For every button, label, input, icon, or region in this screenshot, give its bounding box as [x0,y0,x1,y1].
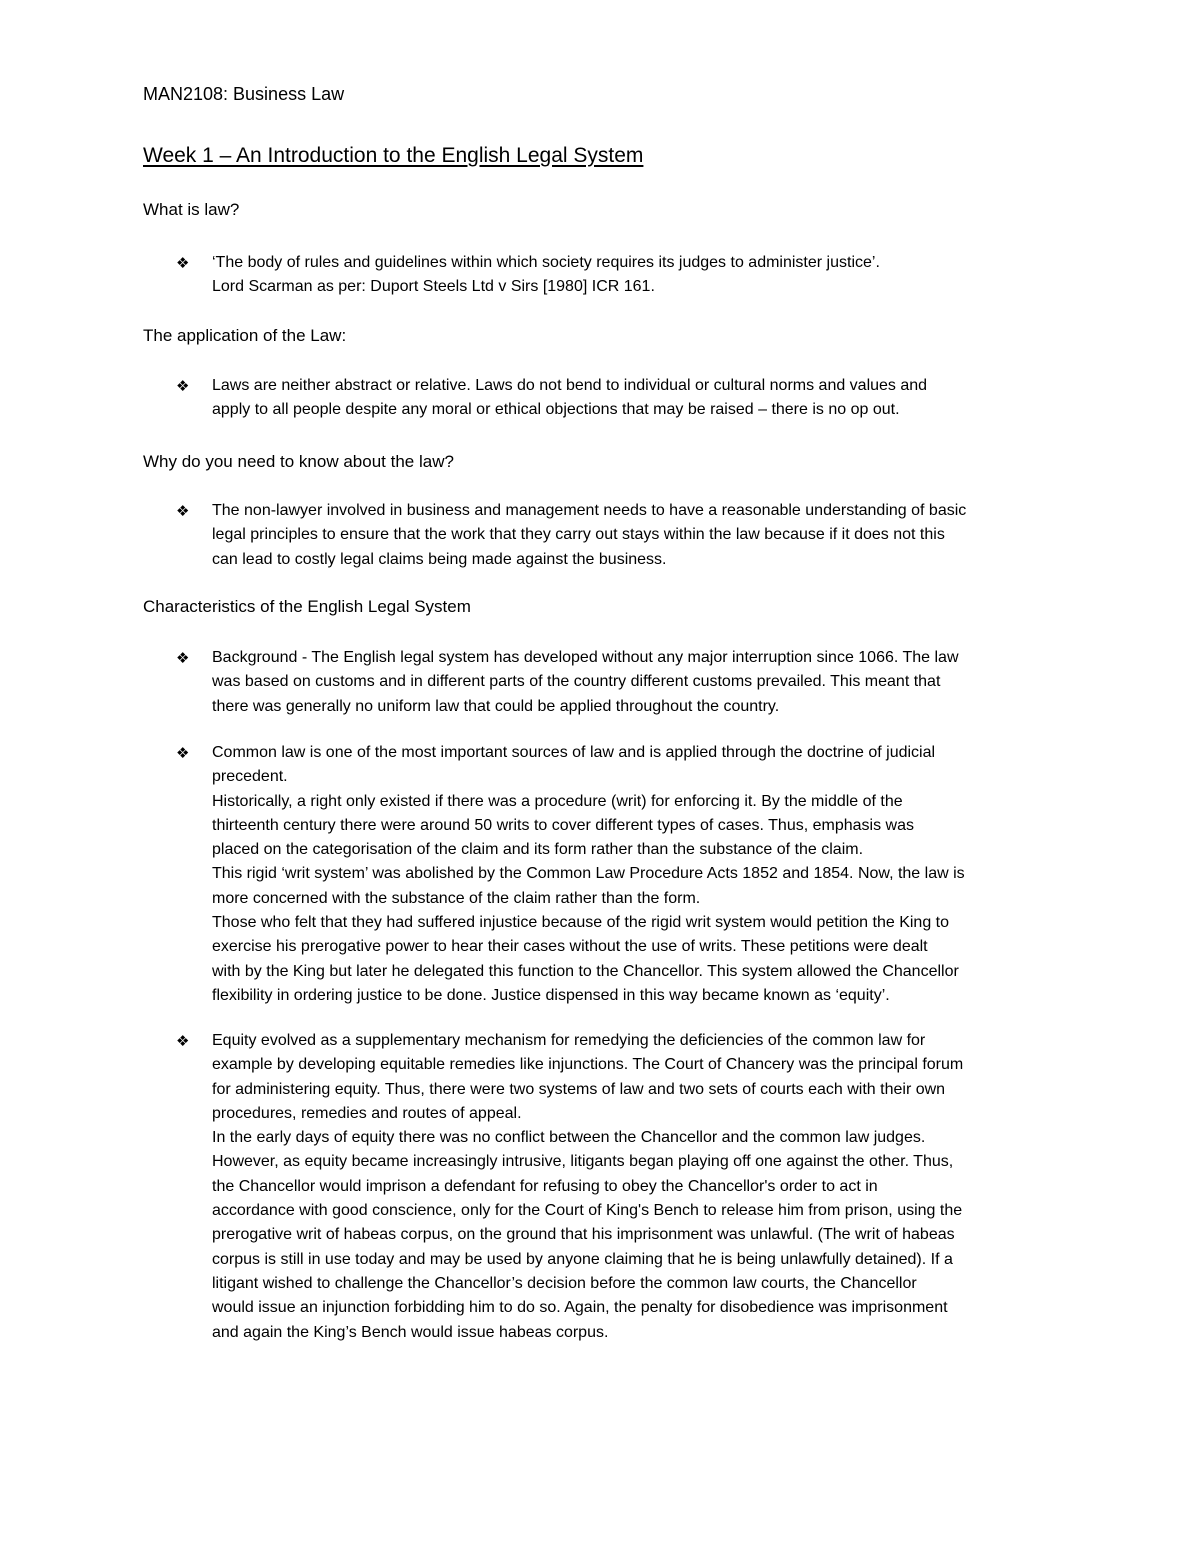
text-line: accordance with good conscience, only for the Court of King's Bench to release him from prison, using the [212,1202,963,1220]
text-line: would issue an injunction forbidding him to do so. Again, the penalty for disobedience was imprisonment [212,1299,948,1317]
text-line: more concerned with the substance of the claim rather than the form. [212,889,701,907]
text-line: flexibility in ordering justice to be done. Justice dispensed in this way became known as ‘equity’. [212,986,890,1004]
text-line: was based on customs and in different parts of the country different customs prevailed. This meant that [212,673,941,691]
text-line: Common law is one of the most important sources of law and is applied through the doctrine of judicial [212,744,936,761]
text-line: litigant wished to challenge the Chancellor’s decision before the common law courts, the Chancellor [212,1274,917,1292]
text-line: procedures, remedies and routes of appeal. [212,1104,522,1122]
diamond-bullet-icon: ❖ [176,377,190,395]
bullet-text [212,499,1072,572]
text-line: Laws are neither abstract or relative. Laws do not bend to individual or cultural norms and values and [212,377,928,394]
text-line: prerogative writ of habeas corpus, on the ground that his imprisonment was unlawful. (The writ of habeas [212,1226,955,1244]
text-line: corpus is still in use today and may be used by anyone claiming that he is being unlawfully detained). If a [212,1250,953,1268]
text-line: Equity evolved as a supplementary mechanism for remedying the deficiencies of the common law for [212,1032,926,1049]
text-line: for administering equity. Thus, there were two systems of law and two sets of courts each with their own [212,1080,946,1098]
text-line: can lead to costly legal claims being made against the business. [212,550,667,568]
bullet-text [212,646,1072,719]
text-line: precedent. [212,768,288,786]
course-header: MAN2108: Business Law [143,84,345,104]
text-line: Historically, a right only existed if there was a procedure (writ) for enforcing it. By the middle of the [212,792,903,810]
text-line: the Chancellor would imprison a defendant for refusing to obey the Chancellor's order to act in [212,1177,878,1195]
section-heading-what-is-law: What is law? [143,200,240,219]
diamond-bullet-icon: ❖ [176,502,190,520]
section-heading-application: The application of the Law: [143,326,347,345]
text-line: and again the King’s Bench would issue habeas corpus. [212,1323,609,1341]
text-line: example by developing equitable remedies like injunctions. The Court of Chancery was the principal forum [212,1056,964,1074]
text-line: thirteenth century there were around 50 writs to cover different types of cases. Thus, emphasis was [212,816,914,834]
text-line: In the early days of equity there was no conflict between the Chancellor and the common law judges. [212,1129,926,1147]
diamond-bullet-icon: ❖ [176,1032,190,1050]
section-heading-why-know: Why do you need to know about the law? [143,452,454,471]
section-heading-characteristics: Characteristics of the English Legal System [143,597,471,616]
text-line: This rigid ‘writ system’ was abolished by the Common Law Procedure Acts 1852 and 1854. Now, the law is [212,865,965,883]
diamond-bullet-icon: ❖ [176,744,190,762]
week-title: Week 1 – An Introduction to the English Legal System [143,144,644,167]
text-line: Background - The English legal system has developed without any major interruption since 1066. The law [212,649,959,666]
bullet-text [212,1029,1072,1345]
text-line: exercise his prerogative power to hear their cases without the use of writs. These petitions were dealt [212,938,928,956]
text-line: with by the King but later he delegated this function to the Chancellor. This system allowed the Chancellor [212,962,959,980]
text-line: apply to all people despite any moral or ethical objections that may be raised – there is no op out. [212,401,900,419]
text-line: However, as equity became increasingly intrusive, litigants began playing off one against the other. Thus, [212,1153,954,1171]
bullet-text [212,251,1072,300]
text-line: there was generally no uniform law that could be applied throughout the country. [212,697,780,715]
text-line: Lord Scarman as per: Duport Steels Ltd v Sirs [1980] ICR 161. [212,278,655,296]
text-line: The non-lawyer involved in business and management needs to have a reasonable understanding of basic [212,502,967,519]
diamond-bullet-icon: ❖ [176,254,190,272]
text-line: placed on the categorisation of the claim and its form rather than the substance of the claim. [212,841,864,859]
bullet-text [212,741,1072,1008]
text-line: Those who felt that they had suffered injustice because of the rigid writ system would petition the King to [212,914,950,932]
text-line: ‘The body of rules and guidelines within which society requires its judges to administer justice’. [212,254,880,271]
diamond-bullet-icon: ❖ [176,649,190,667]
bullet-text [212,374,1072,423]
text-line: legal principles to ensure that the work that they carry out stays within the law because if it does not this [212,526,945,544]
